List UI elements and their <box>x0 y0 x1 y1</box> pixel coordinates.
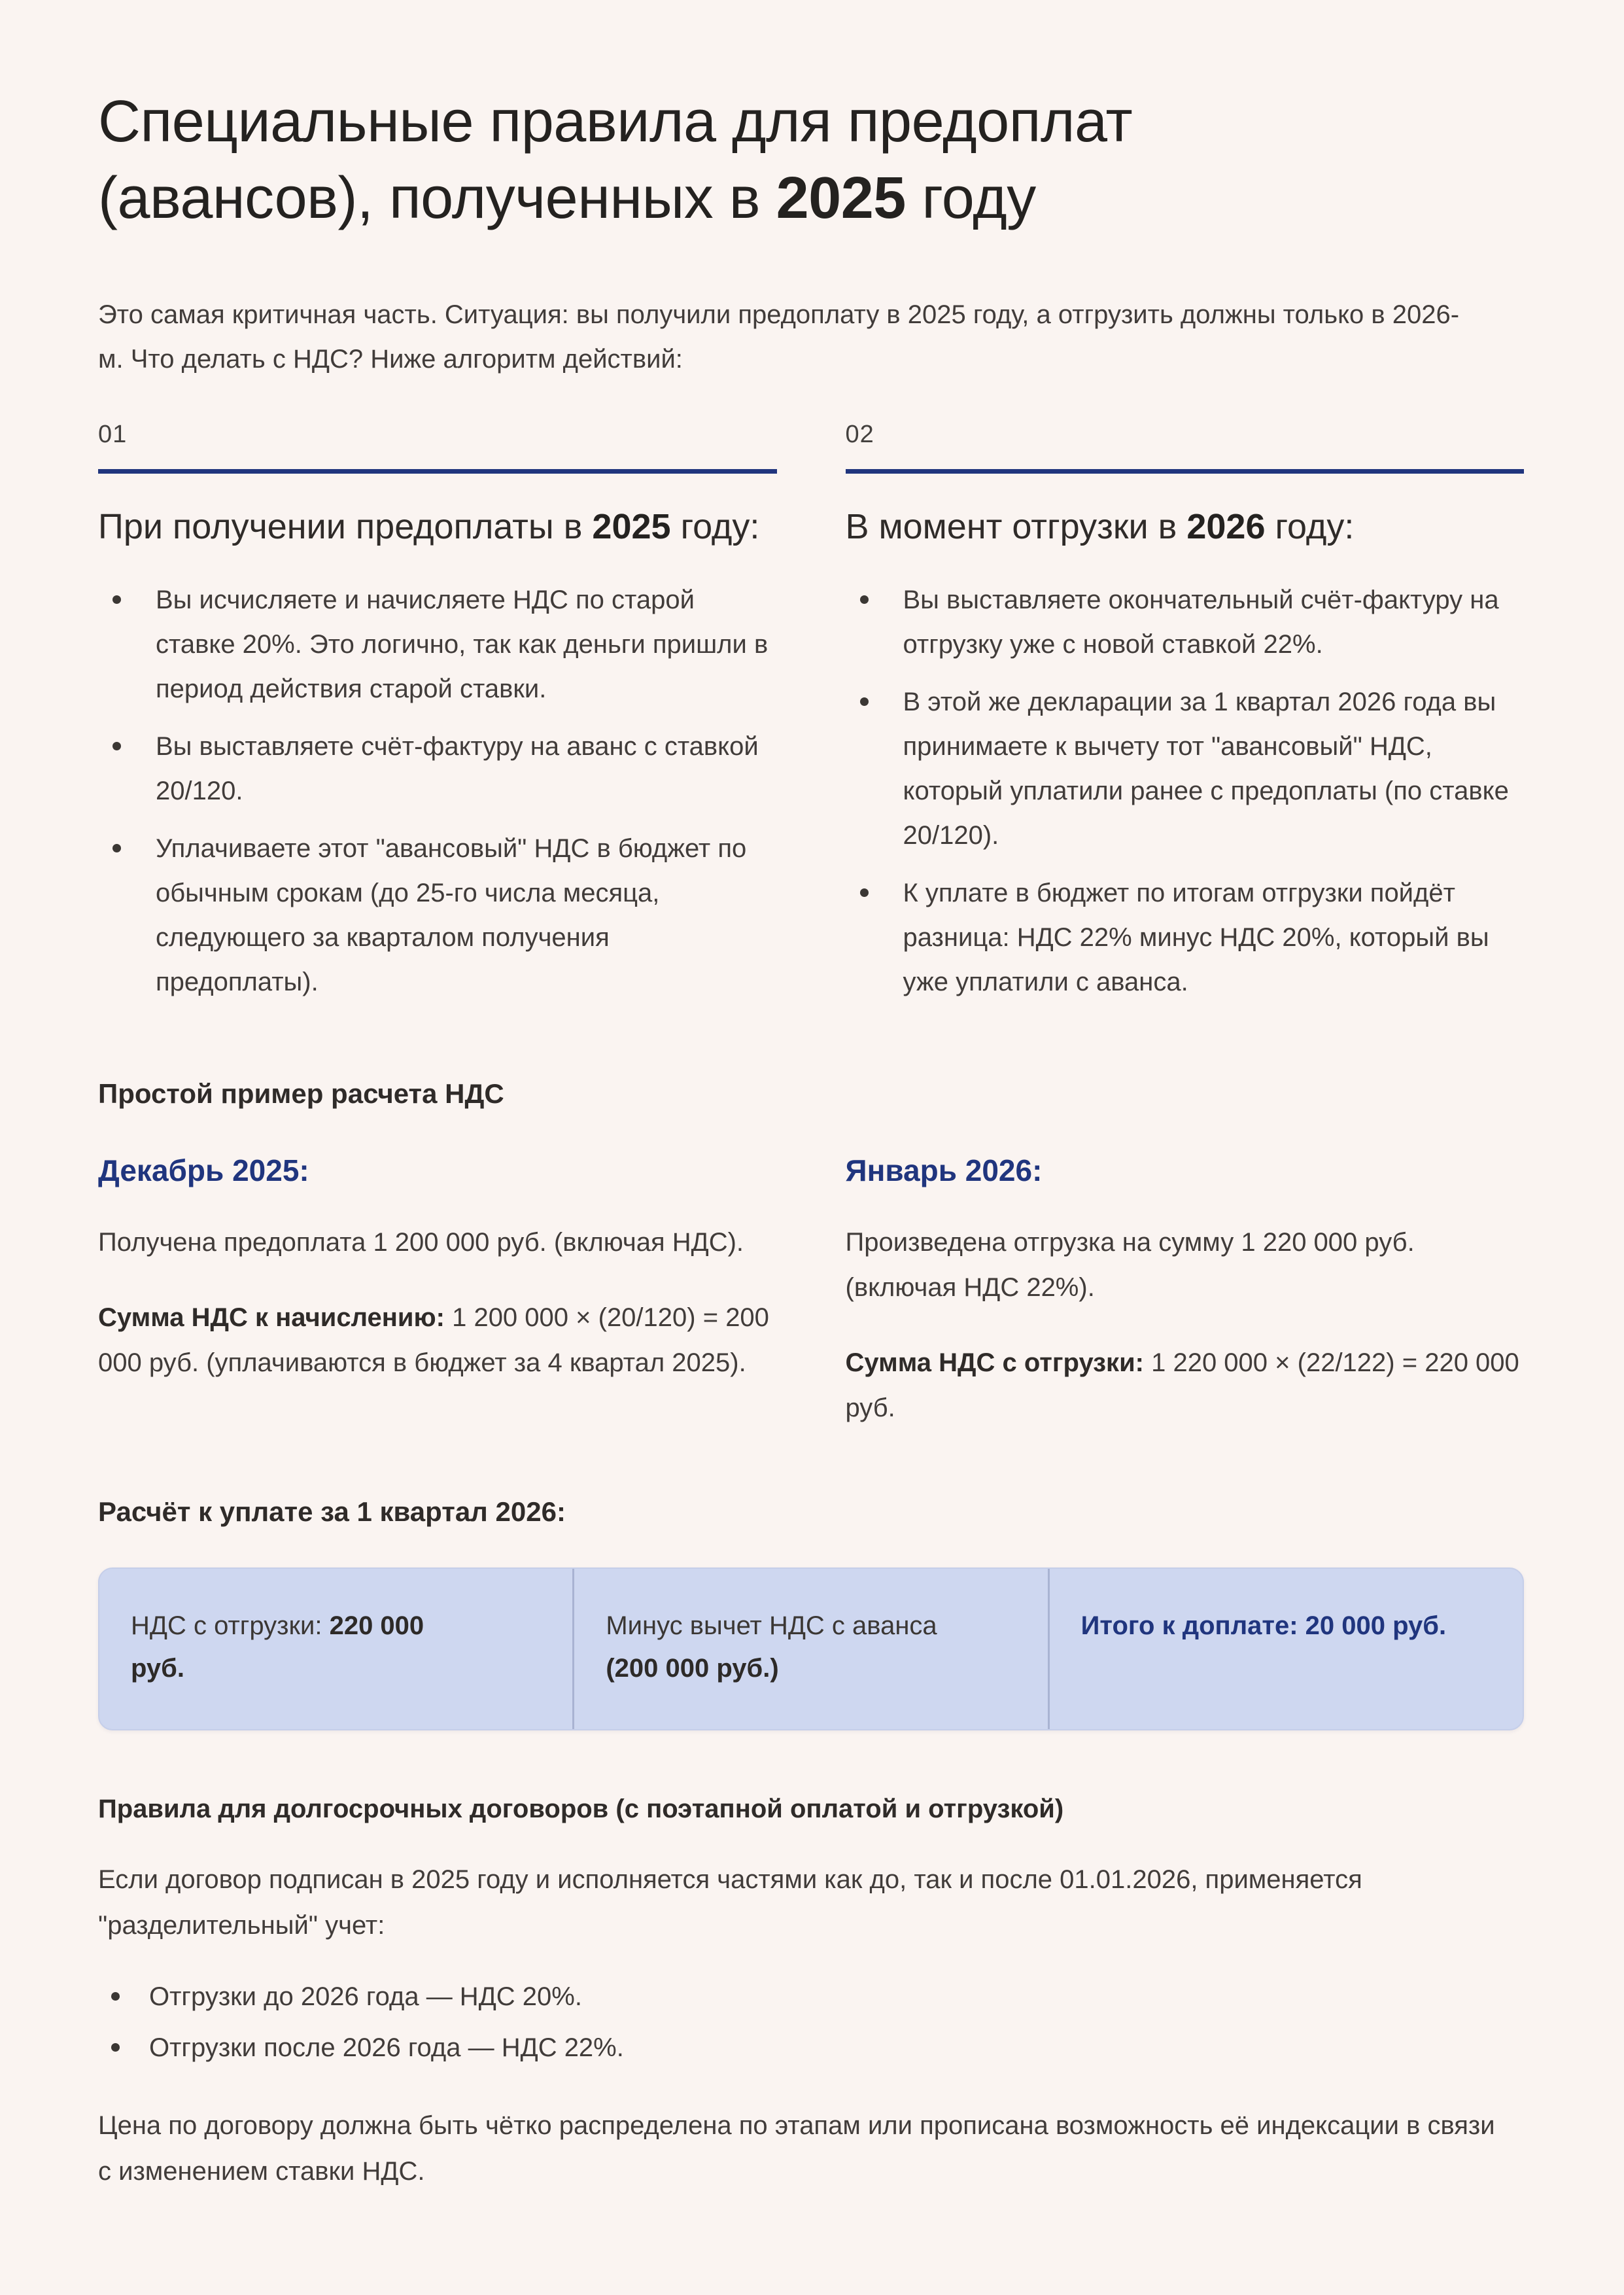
shipping-vat-amount: 220 000 <box>329 1611 424 1641</box>
step-1-rule <box>98 469 777 474</box>
january-paragraph-1: Произведена отгрузка на сумму 1 220 000 руб. (включая НДС 22%). <box>845 1228 1415 1303</box>
title-line2-post: году <box>905 166 1036 231</box>
total-due-text: Итого к доплате: 20 000 руб. <box>1080 1611 1447 1641</box>
step-2-heading-year: 2026 <box>1186 506 1266 546</box>
step-1 <box>98 419 777 1017</box>
calc-section-heading: Расчёт к уплате за 1 квартал 2026: <box>98 1496 566 1527</box>
example-december-column <box>98 1151 777 1386</box>
advance-deduction-amount: (200 000 руб.) <box>606 1654 779 1683</box>
december-paragraph-1: Получена предоплата 1 200 000 руб. (включая НДС). <box>98 1228 744 1257</box>
january-paragraph-2 <box>846 1340 1525 1431</box>
step-2 <box>846 419 1525 1017</box>
december-paragraph-2 <box>98 1295 777 1386</box>
title-year-bold: 2025 <box>776 166 906 231</box>
title-line1: Специальные правила для предоплат <box>98 89 1133 154</box>
example-section-heading: Простой пример расчета НДС <box>98 1077 504 1109</box>
december-formula-text: 1 200 000 × (20/120) = 200 000 руб. (уплачиваются в бюджет за 4 квартал 2025). <box>98 1303 769 1377</box>
step-1-heading <box>98 504 777 550</box>
longterm-intro-paragraph: Если договор подписан в 2025 году и исполняется частями как до, так и после 01.01.2026, применяется "разделительный" учет: <box>98 1865 1362 1940</box>
intro-paragraph: Это самая критичная часть. Ситуация: вы получили предоплату в 2025 году, а отгрузить должны только в 2026-м. Что делать с НДС? Ниже алгоритм действий: <box>98 300 1460 374</box>
calc-cell-advance-deduction <box>572 1569 1047 1729</box>
step-2-number: 02 <box>845 421 874 448</box>
step-1-heading-year: 2025 <box>592 506 671 546</box>
step-2-heading-post: году: <box>1265 506 1355 546</box>
shipping-vat-amount-unit: руб. <box>131 1654 184 1683</box>
title-line2-pre: (авансов), полученных в <box>98 166 776 231</box>
step-1-bullet-list <box>98 578 777 1004</box>
steps-row <box>98 419 1524 1017</box>
list-item: К уплате в бюджет по итогам отгрузки пойдёт разница: НДС 22% минус НДС 20%, который вы уже уплатили с аванса. <box>846 871 1525 1004</box>
step-1-heading-pre: При получении предоплаты в <box>98 506 593 546</box>
list-item: Вы исчисляете и начисляете НДС по старой ставке 20%. Это логично, так как деньги пришли в период действия старой ставки. <box>98 578 777 711</box>
step-1-heading-post: году: <box>670 506 760 546</box>
january-heading <box>846 1151 1525 1191</box>
longterm-outro-paragraph: Цена по договору должна быть чётко распределена по этапам или прописана возможность её индексации в связи с изменением ставки НДС. <box>98 2111 1495 2186</box>
page-title <box>98 84 1524 237</box>
step-1-number: 01 <box>98 421 128 448</box>
list-item: Отгрузки после 2026 года — НДС 22%. <box>98 2027 1524 2069</box>
january-month-year: 2026: <box>965 1153 1043 1187</box>
january-formula-text: 1 220 000 × (22/122) = 220 000 руб. <box>845 1348 1519 1422</box>
example-row <box>98 1151 1524 1431</box>
shipping-vat-label: НДС с отгрузки: <box>131 1611 330 1641</box>
calc-table <box>98 1568 1524 1730</box>
step-2-bullet-list <box>846 578 1525 1004</box>
step-2-rule <box>846 469 1525 474</box>
december-heading <box>98 1151 777 1191</box>
longterm-section-heading: Правила для долгосрочных договоров (с поэтапной оплатой и отгрузкой) <box>98 1794 1064 1823</box>
step-2-heading-pre: В момент отгрузки в <box>845 506 1187 546</box>
list-item: В этой же декларации за 1 квартал 2026 года вы принимаете к вычету тот "авансовый" НДС, который уплатили ранее с предоплаты (по ставке 20/120). <box>846 680 1525 858</box>
list-item: Отгрузки до 2026 года — НДС 20%. <box>98 1976 1524 2018</box>
example-january-column <box>846 1151 1525 1431</box>
list-item: Вы выставляете окончательный счёт-фактуру на отгрузку уже с новой ставкой 22%. <box>846 578 1525 667</box>
december-formula-label: Сумма НДС к начислению: <box>98 1303 445 1333</box>
calc-cell-shipping-vat <box>99 1569 572 1729</box>
longterm-bullet-list <box>98 1976 1524 2069</box>
list-item: Вы выставляете счёт-фактуру на аванс с ставкой 20/120. <box>98 724 777 813</box>
advance-deduction-label: Минус вычет НДС с аванса <box>606 1611 937 1641</box>
december-month-name: Декабрь <box>98 1153 233 1187</box>
january-formula-label: Сумма НДС с отгрузки: <box>845 1348 1144 1377</box>
calc-cell-total-due <box>1048 1569 1523 1729</box>
list-item: Уплачиваете этот "авансовый" НДС в бюджет по обычным срокам (до 25-го числа месяца, следующего за кварталом получения предоплаты). <box>98 826 777 1004</box>
january-month-name: Январь <box>845 1153 965 1187</box>
step-2-heading <box>846 504 1525 550</box>
december-month-year: 2025: <box>232 1153 309 1187</box>
